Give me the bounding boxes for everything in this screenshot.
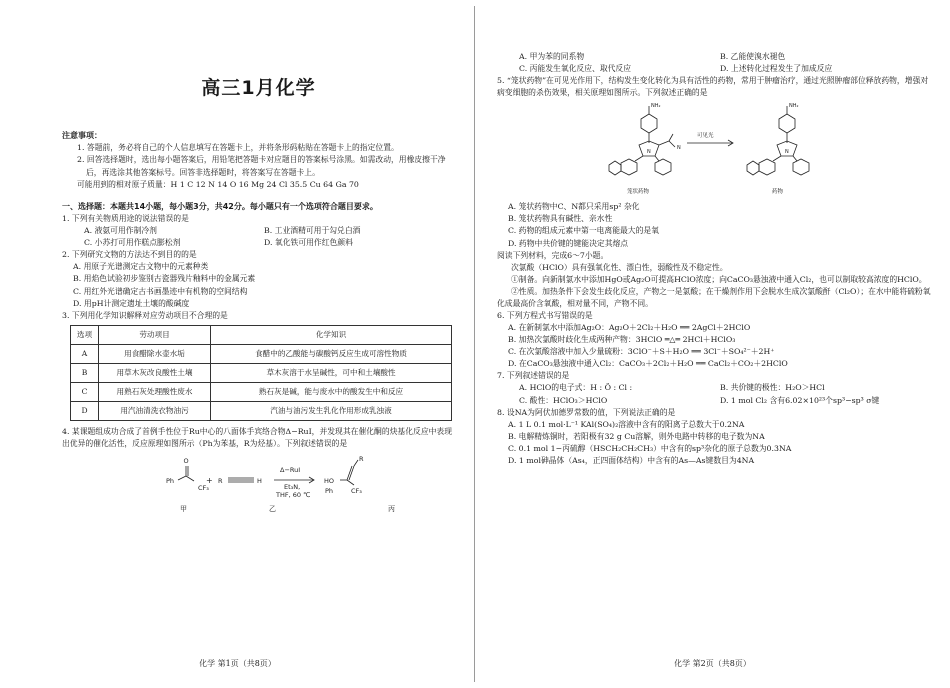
q8-option-b: B. 电解精炼铜时，若阳极有32 g Cu溶解，则外电路中转移的电子数为NA <box>508 431 765 441</box>
material-prep: ①制备。向新制氯水中添加HgO或Ag₂O可提高HClO浓度；向CaCO₃悬浊液中通入Cl₂，也可以制取较高浓度的HClO。 <box>511 274 927 284</box>
q2-option-c: C. 用红外光谱确定古书画墨迹中有机物的空间结构 <box>73 286 248 296</box>
page-2 <box>475 0 950 688</box>
table-row <box>71 344 452 363</box>
scheme-base: Et₃N, <box>284 482 301 491</box>
caption-drug: 药物 <box>772 189 784 196</box>
q6-stem: 6. 下列方程式书写错误的是 <box>497 311 593 321</box>
q7-option-a: A. HClO的电子式：H : Ö : Cl : <box>519 383 633 393</box>
q1-option-c: C. 小苏打可用作糕点膨松剂 <box>84 238 181 248</box>
scheme-r: R <box>218 476 223 485</box>
scheme-labels <box>62 504 455 515</box>
q2-stem: 2. 下列研究文物的方法达不到目的的是 <box>62 250 197 260</box>
table-cell: 草木灰溶于水呈碱性，可中和土壤酸性 <box>211 363 452 382</box>
scheme-cf3-prod: CF₃ <box>351 486 362 495</box>
q1-stem: 1. 下列有关物质用途的说法错误的是 <box>62 214 189 224</box>
table-cell: A <box>71 344 99 363</box>
q8-option-d: D. 1 mol砷晶体（As₄，正四面体结构）中含有的As—As键数目为4NA <box>508 455 755 465</box>
material-title: 次氯酸（HClO）具有强氧化性、漂白性，弱酸性及不稳定性。 <box>511 262 728 272</box>
cage-drug-scheme <box>497 101 917 201</box>
q4-option-a: A. 甲为苯的同系物 <box>519 52 585 61</box>
q2-option-d: D. 用pH计测定遗址土壤的酸碱度 <box>73 298 190 308</box>
q1-option-b: B. 工业酒精可用于勾兑白酒 <box>264 226 361 236</box>
svg-text:NH₂: NH₂ <box>789 103 799 110</box>
table-row <box>71 382 452 401</box>
q2-option-b: B. 用焰色试验初步鉴别古瓷器残片釉料中的金属元素 <box>73 274 256 284</box>
label-jia: 甲 <box>180 504 187 513</box>
q2-option-a: A. 用原子光谱测定古文物中的元素种类 <box>73 262 209 272</box>
table-cell: 用草木灰改良酸性土壤 <box>99 363 211 382</box>
caption-caged-drug: 笼状药物 <box>627 189 650 196</box>
scheme-cf3-left: CF₃ <box>198 483 209 492</box>
table-header: 劳动项目 <box>99 325 211 344</box>
reading-instruction: 阅读下列材料，完成6～7小题。 <box>497 250 609 260</box>
q6-option-c: C. 在次氯酸溶液中加入少量硫粉：3ClO⁻＋S＋H₂O ══ 3Cl⁻＋SO₄²⁻＋2H⁺ <box>508 347 775 357</box>
table-header: 化学知识 <box>211 325 452 344</box>
table-row <box>71 363 452 382</box>
q1-options <box>62 225 455 249</box>
note-1: 1. 答题前，务必将自己的个人信息填写在答题卡上，并将条形码粘贴在答题卡上的指定位置。 <box>77 143 399 153</box>
notes-header: 注意事项： <box>62 131 102 140</box>
svg-text:N: N <box>647 149 651 156</box>
scheme-ph-left: Ph <box>166 476 175 485</box>
scheme-h: H <box>257 476 262 485</box>
svg-text:+: + <box>206 475 213 485</box>
table-header-row <box>71 325 452 344</box>
q8-option-a: A. 1 L 0.1 mol·L⁻¹ KAl(SO₄)₂溶液中含有的阳离子总数大于0.2NA <box>508 419 745 429</box>
q4-option-b: B. 乙能使溴水褪色 <box>720 52 786 61</box>
table-row <box>71 401 452 420</box>
q6-option-d: D. 在CaCO₃悬浊液中通入Cl₂：CaCO₃＋2Cl₂＋H₂O ══ CaCl₂＋CO₂＋2HClO <box>508 359 788 369</box>
q5-option-c: C. 药物的组成元素中第一电离能最大的是氧 <box>508 226 659 236</box>
reaction-scheme <box>62 452 452 504</box>
q7-option-b: B. 共价键的极性：H₂O＞HCl <box>720 383 825 393</box>
table-cell: 汽油与油污发生乳化作用形成乳浊液 <box>211 401 452 420</box>
table-cell: 用汽油清洗衣物油污 <box>99 401 211 420</box>
q7-option-c: C. 酸性：HClO₃＞HClO <box>519 395 608 405</box>
q4-stem: 4. 某课题组成功合成了首例手性位于Ru中心的八面体手宾络合物Δ−RuI，并发现其在催化酮的炔基化反应中表现出优异的催化活性，反应原理如图所示（Ph为苯基，R为烃基）。下列叙述错误的是 <box>62 426 453 448</box>
label-yi: 乙 <box>269 504 276 513</box>
q3-stem: 3. 下列用化学知识解释对应劳动项目不合理的是 <box>62 310 228 320</box>
q5-option-b: B. 笼状药物具有碱性、亲水性 <box>508 214 613 224</box>
exam-title: 高三1月化学 <box>201 77 316 99</box>
q8-stem: 8. 设NA为阿伏加德罗常数的值，下列说法正确的是 <box>497 407 676 417</box>
scheme-r-prod: R <box>359 454 364 463</box>
table-cell: D <box>71 401 99 420</box>
q7-options <box>497 382 932 406</box>
table-cell: 用熟石灰处理酸性废水 <box>99 382 211 401</box>
arrow-label: 可见光 <box>697 133 714 140</box>
q3-table <box>70 325 452 421</box>
material-properties: ②性质。加热条件下会发生歧化反应，产物之一是氯酸；在干燥剂作用下会脱水生成次氯酸酐（Cl₂O）；在水中能将硫粉氧化成最高价含氧酸，相对量不同，产物不同。 <box>497 286 931 308</box>
table-cell: 食醋中的乙酸能与碳酸钙反应生成可溶性物质 <box>211 344 452 363</box>
table-cell: 用食醋除水壶水垢 <box>99 344 211 363</box>
page-1-footer: 化学 第1页（共8页） <box>199 659 276 668</box>
atomic-masses: 可能用到的相对原子质量：H 1 C 12 N 14 O 16 Mg 24 Cl 35.5 Cu 64 Ga 70 <box>77 179 359 189</box>
table-cell: 熟石灰是碱，能与废水中的酸发生中和反应 <box>211 382 452 401</box>
svg-text:N: N <box>677 145 681 152</box>
label-bing: 丙 <box>388 504 395 513</box>
scheme-conditions: THF, 60 ℃ <box>276 490 311 499</box>
q4-option-c: C. 丙能发生氧化反应、取代反应 <box>519 64 632 74</box>
scheme-ph-prod: Ph <box>325 486 334 495</box>
scheme-catalyst: Δ−RuI <box>280 465 301 474</box>
table-cell: B <box>71 363 99 382</box>
table-cell: C <box>71 382 99 401</box>
svg-text:N: N <box>785 149 789 156</box>
q7-stem: 7. 下列叙述错误的是 <box>497 371 570 381</box>
q5-stem: 5. “笼状药物”在可见光作用下，结构发生变化转化为具有活性的药物，常用于肿瘤治疗，通过光照肿瘤部位释放药物，增强对病变细胞的杀伤效果，相关原理如图所示。下列叙述正确的是 <box>497 76 929 98</box>
q4-options <box>497 51 932 75</box>
q1-option-d: D. 氧化铁可用作红色颜料 <box>264 238 353 248</box>
q1-option-a: A. 液氨可用作制冷剂 <box>84 226 157 236</box>
q4-option-d: D. 上述转化过程发生了加成反应 <box>720 64 833 74</box>
section-1-header: 一、选择题：本题共14小题，每小题3分，共42分。每小题只有一个选项符合题目要求。 <box>62 201 378 211</box>
svg-text:O: O <box>183 456 189 465</box>
q5-option-a: A. 笼状药物中C、N都只采用sp² 杂化 <box>508 202 640 212</box>
q5-option-d: D. 药物中共价键的键能决定其熔点 <box>508 238 629 248</box>
note-2: 2. 回答选择题时，选出每小题答案后，用铅笔把答题卡对应题目的答案标号涂黑。如需改动，用橡皮擦干净后，再选涂其他答案标号。回答非选择题时，将答案写在答题卡上。 <box>77 155 446 177</box>
q7-option-d: D. 1 mol Cl₂ 含有6.02×10²³个sp³−sp³ σ键 <box>720 395 880 405</box>
scheme-ho: HO <box>324 476 335 485</box>
q6-option-a: A. 在新制氯水中添加Ag₂O：Ag₂O＋2Cl₂＋H₂O ══ 2AgCl＋2HClO <box>508 323 751 333</box>
svg-text:NH₂: NH₂ <box>651 103 661 110</box>
table-header: 选项 <box>71 325 99 344</box>
q8-option-c: C. 0.1 mol 1−丙硫醇（HSCH₂CH₂CH₃）中含有的sp³杂化的原子总数为0.3NA <box>508 443 792 453</box>
page-2-footer: 化学 第2页（共8页） <box>674 659 751 668</box>
q6-option-b: B. 加热次氯酸时歧化生成两种产物：3HClO ═△═ 2HCl＋HClO₃ <box>508 335 736 345</box>
